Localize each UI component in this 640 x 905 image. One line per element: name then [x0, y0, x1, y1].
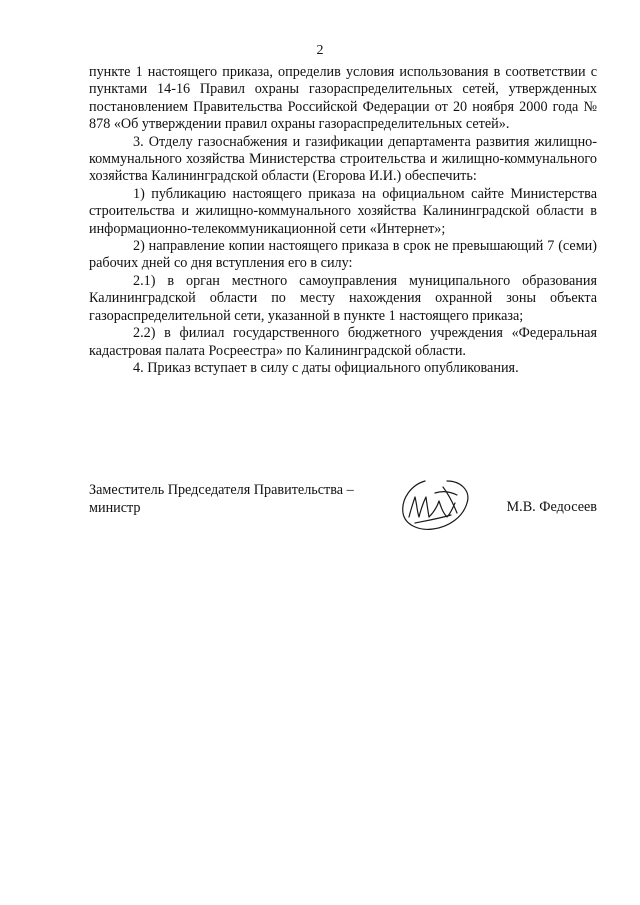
paragraph-item-4-effective-date: 4. Приказ вступает в силу с даты официального опубликования.: [133, 359, 519, 376]
paragraph-item-3-2-copies: 2) направление копии настоящего приказа в срок не превышающий 7 (семи) рабочих дней со дня вступления его в силу:: [89, 238, 597, 272]
paragraph-item-2-2-cadastral-chamber: 2.2) в филиал государственного бюджетного учреждения «Федеральная кадастровая палата Росреестра» по Калининградской области.: [89, 325, 597, 359]
signatory-name: М.В. Федосеев: [506, 499, 597, 515]
signature-block: [89, 481, 597, 541]
paragraph-item-2-1-local-authority: 2.1) в орган местного самоуправления муниципального образования Калининградской области по месту нахождения охранной зоны объекта газораспределительной сети, указанной в пункте 1 настоящего приказа;: [89, 272, 597, 324]
paragraph-item-3: 3. Отделу газоснабжения и газификации департамента развития жилищно-коммунального хозяйства Министерства строительства и жилищно-коммунального хозяйства Калининградской области (Егорова И.И.) обеспечить:: [89, 133, 597, 185]
paragraph-item-3-1-publication: 1) публикацию настоящего приказа на официальном сайте Министерства строительства и жилищно-коммунального хозяйства Калининградской области в информационно-телекоммуникационной сети «Интернет»;: [89, 185, 597, 237]
document-body: [89, 64, 597, 377]
handwritten-signature: [395, 473, 477, 535]
signatory-title-line-1: Заместитель Председателя Правительства –: [89, 482, 354, 498]
paragraph-continuation: пункте 1 настоящего приказа, определив условия использования в соответствии с пунктами 14-16 Правил охраны газораспределительных сетей, утвержденных постановлением Правительства Российской Федерации от 20 ноября 2000 года № 878 «Об утверждении правил охраны газораспределительных сетей».: [89, 64, 597, 133]
signatory-title: [89, 481, 389, 517]
signatory-title-line-2: министр: [89, 500, 141, 516]
page-number: 2: [316, 43, 324, 58]
